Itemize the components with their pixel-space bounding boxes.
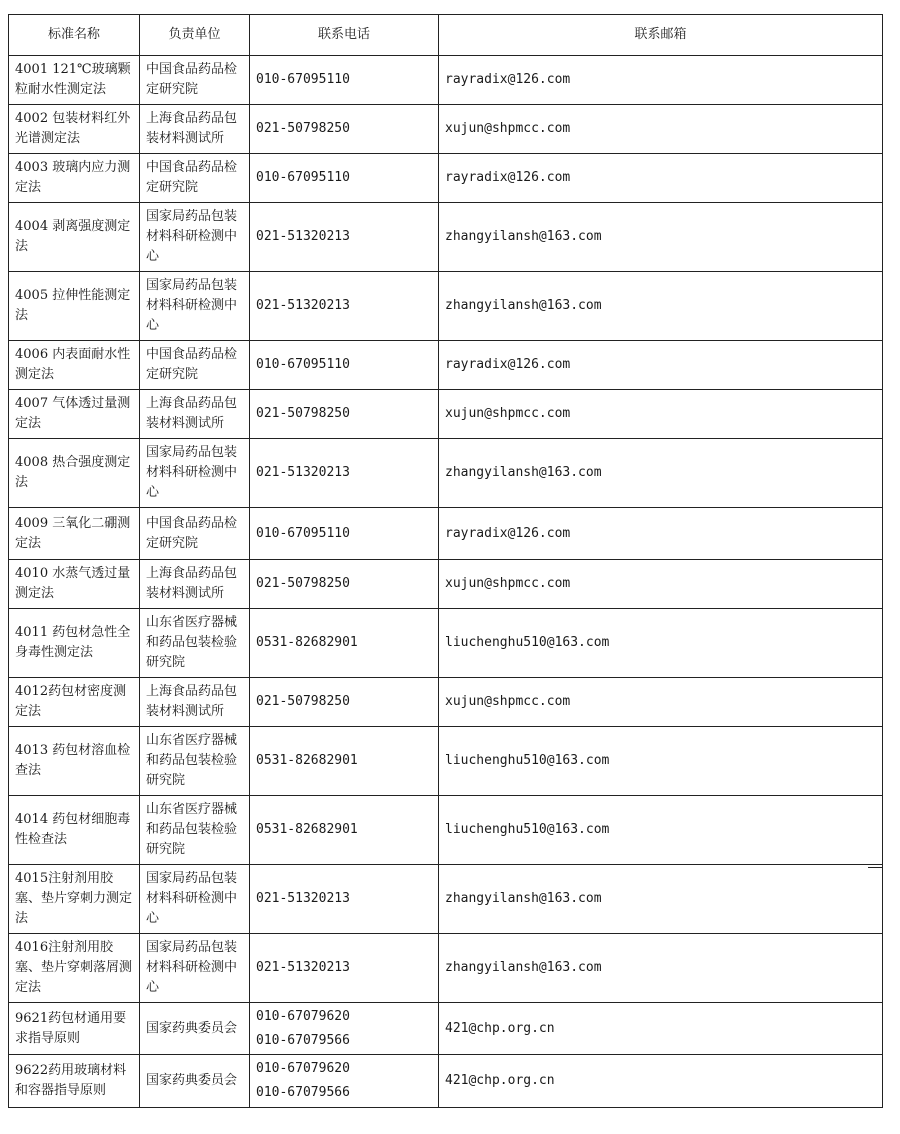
contact-phone-cell: [250, 560, 439, 609]
table-header-row: [9, 15, 883, 56]
standard-name-cell: 4011 药包材急性全身毒性测定法: [9, 609, 140, 678]
standard-name-cell: 4009 三氧化二硼测定法: [9, 508, 140, 560]
phone-number: 021-51320213: [256, 465, 350, 480]
contact-phone-cell: [250, 727, 439, 796]
stray-rule-gap: [838, 865, 868, 869]
standard-name-cell: 4013 药包材溶血检查法: [9, 727, 140, 796]
contact-email-cell: zhangyilansh@163.com: [439, 203, 883, 272]
standard-name-cell: 4010 水蒸气透过量测定法: [9, 560, 140, 609]
responsible-unit-cell: 上海食品药品包装材料测试所: [140, 560, 250, 609]
contact-phone-cell: [250, 341, 439, 390]
standard-name-cell: 4002 包装材料红外光谱测定法: [9, 105, 140, 154]
standard-name-cell: 9622药用玻璃材料和容器指导原则: [9, 1055, 140, 1108]
table-body: [9, 56, 883, 1108]
phone-number: 021-51320213: [256, 960, 350, 975]
table-row: [9, 796, 883, 865]
contact-phone-cell: [250, 439, 439, 508]
responsible-unit-cell: 国家局药品包装材料科研检测中心: [140, 934, 250, 1003]
contact-email-cell: liuchenghu510@163.com: [439, 796, 883, 865]
contact-table-sheet: [8, 14, 882, 1108]
contact-email-cell: liuchenghu510@163.com: [439, 609, 883, 678]
contact-email-cell: 421@chp.org.cn: [439, 1055, 883, 1108]
table-row: [9, 678, 883, 727]
phone-number: 010-67079566: [256, 1085, 350, 1100]
responsible-unit-cell: 上海食品药品包装材料测试所: [140, 678, 250, 727]
table-row: [9, 439, 883, 508]
standard-name-cell: 4016注射剂用胶塞、垫片穿刺落屑测定法: [9, 934, 140, 1003]
standard-name-cell: 9621药包材通用要求指导原则: [9, 1003, 140, 1055]
contact-email-cell: liuchenghu510@163.com: [439, 727, 883, 796]
standard-name-cell: 4008 热合强度测定法: [9, 439, 140, 508]
contact-email-cell: rayradix@126.com: [439, 341, 883, 390]
phone-number: 021-51320213: [256, 891, 350, 906]
standard-name-cell: 4015注射剂用胶塞、垫片穿刺力测定法: [9, 865, 140, 934]
standard-name-cell: 4012药包材密度测定法: [9, 678, 140, 727]
responsible-unit-cell: 上海食品药品包装材料测试所: [140, 390, 250, 439]
standard-name-cell: 4001 121℃玻璃颗粒耐水性测定法: [9, 56, 140, 105]
table-row: [9, 508, 883, 560]
responsible-unit-cell: 中国食品药品检定研究院: [140, 508, 250, 560]
contact-email-cell: zhangyilansh@163.com: [439, 439, 883, 508]
contact-phone-cell: [250, 203, 439, 272]
responsible-unit-cell: 国家局药品包装材料科研检测中心: [140, 203, 250, 272]
responsible-unit-cell: 国家药典委员会: [140, 1003, 250, 1055]
phone-number: 010-67079620: [256, 1008, 350, 1024]
contact-phone-cell: [250, 1003, 439, 1055]
header-standard-name: 标准名称: [9, 15, 140, 56]
table-row: [9, 56, 883, 105]
contact-phone-cell: [250, 609, 439, 678]
contact-email-cell: zhangyilansh@163.com: [439, 934, 883, 1003]
contact-email-cell: zhangyilansh@163.com: [439, 272, 883, 341]
responsible-unit-cell: 国家药典委员会: [140, 1055, 250, 1108]
phone-number: 0531-82682901: [256, 753, 358, 768]
header-contact-email: 联系邮箱: [439, 15, 883, 56]
contact-email-cell: rayradix@126.com: [439, 56, 883, 105]
phone-number: 021-51320213: [256, 229, 350, 244]
standard-name-cell: 4003 玻璃内应力测定法: [9, 154, 140, 203]
phone-number: 021-51320213: [256, 298, 350, 313]
phone-number: 010-67095110: [256, 525, 350, 541]
phone-number: 010-67095110: [256, 357, 350, 372]
contact-email-cell: xujun@shpmcc.com: [439, 105, 883, 154]
standard-name-cell: 4004 剥离强度测定法: [9, 203, 140, 272]
standard-name-cell: 4006 内表面耐水性测定法: [9, 341, 140, 390]
table-row: [9, 609, 883, 678]
contact-email-cell: zhangyilansh@163.com: [439, 865, 883, 934]
table-row: [9, 560, 883, 609]
responsible-unit-cell: 中国食品药品检定研究院: [140, 341, 250, 390]
phone-number: 010-67079620: [256, 1061, 350, 1076]
contact-email-cell: xujun@shpmcc.com: [439, 678, 883, 727]
responsible-unit-cell: 山东省医疗器械和药品包装检验研究院: [140, 727, 250, 796]
table-row: [9, 203, 883, 272]
contact-email-cell: 421@chp.org.cn: [439, 1003, 883, 1055]
contact-phone-cell: [250, 272, 439, 341]
contact-email-cell: rayradix@126.com: [439, 508, 883, 560]
contact-phone-cell: [250, 796, 439, 865]
standard-name-cell: 4014 药包材细胞毒性检查法: [9, 796, 140, 865]
table-row: [9, 1003, 883, 1055]
responsible-unit-cell: 国家局药品包装材料科研检测中心: [140, 439, 250, 508]
table-row: [9, 154, 883, 203]
responsible-unit-cell: 国家局药品包装材料科研检测中心: [140, 865, 250, 934]
table-row: [9, 341, 883, 390]
contact-email-cell: rayradix@126.com: [439, 154, 883, 203]
phone-number: 021-50798250: [256, 121, 350, 136]
table-row: [9, 865, 883, 934]
phone-number: 0531-82682901: [256, 635, 358, 650]
standard-name-cell: 4005 拉伸性能测定法: [9, 272, 140, 341]
contact-phone-cell: [250, 390, 439, 439]
responsible-unit-cell: 山东省医疗器械和药品包装检验研究院: [140, 609, 250, 678]
responsible-unit-cell: 国家局药品包装材料科研检测中心: [140, 272, 250, 341]
header-contact-phone: 联系电话: [250, 15, 439, 56]
phone-number: 021-50798250: [256, 694, 350, 709]
contact-email-cell: xujun@shpmcc.com: [439, 390, 883, 439]
table-row: [9, 727, 883, 796]
phone-number: 010-67095110: [256, 72, 350, 87]
contact-phone-cell: [250, 56, 439, 105]
table-row: [9, 272, 883, 341]
table-row: [9, 934, 883, 1003]
responsible-unit-cell: 上海食品药品包装材料测试所: [140, 105, 250, 154]
contact-phone-cell: [250, 508, 439, 560]
contact-phone-cell: [250, 865, 439, 934]
contact-phone-cell: [250, 105, 439, 154]
phone-number: 010-67095110: [256, 170, 350, 185]
phone-number: 021-50798250: [256, 576, 350, 591]
phone-number: 021-50798250: [256, 406, 350, 421]
contact-phone-cell: [250, 934, 439, 1003]
contact-phone-cell: [250, 1055, 439, 1108]
table-row: [9, 390, 883, 439]
contact-email-cell: xujun@shpmcc.com: [439, 560, 883, 609]
standard-name-cell: 4007 气体透过量测定法: [9, 390, 140, 439]
standards-contact-table: [8, 14, 883, 1108]
header-responsible-unit: 负责单位: [140, 15, 250, 56]
phone-number: 010-67079566: [256, 1032, 350, 1048]
responsible-unit-cell: 山东省医疗器械和药品包装检验研究院: [140, 796, 250, 865]
contact-phone-cell: [250, 678, 439, 727]
responsible-unit-cell: 中国食品药品检定研究院: [140, 56, 250, 105]
table-row: [9, 105, 883, 154]
responsible-unit-cell: 中国食品药品检定研究院: [140, 154, 250, 203]
phone-number: 0531-82682901: [256, 822, 358, 837]
contact-phone-cell: [250, 154, 439, 203]
table-row: [9, 1055, 883, 1108]
